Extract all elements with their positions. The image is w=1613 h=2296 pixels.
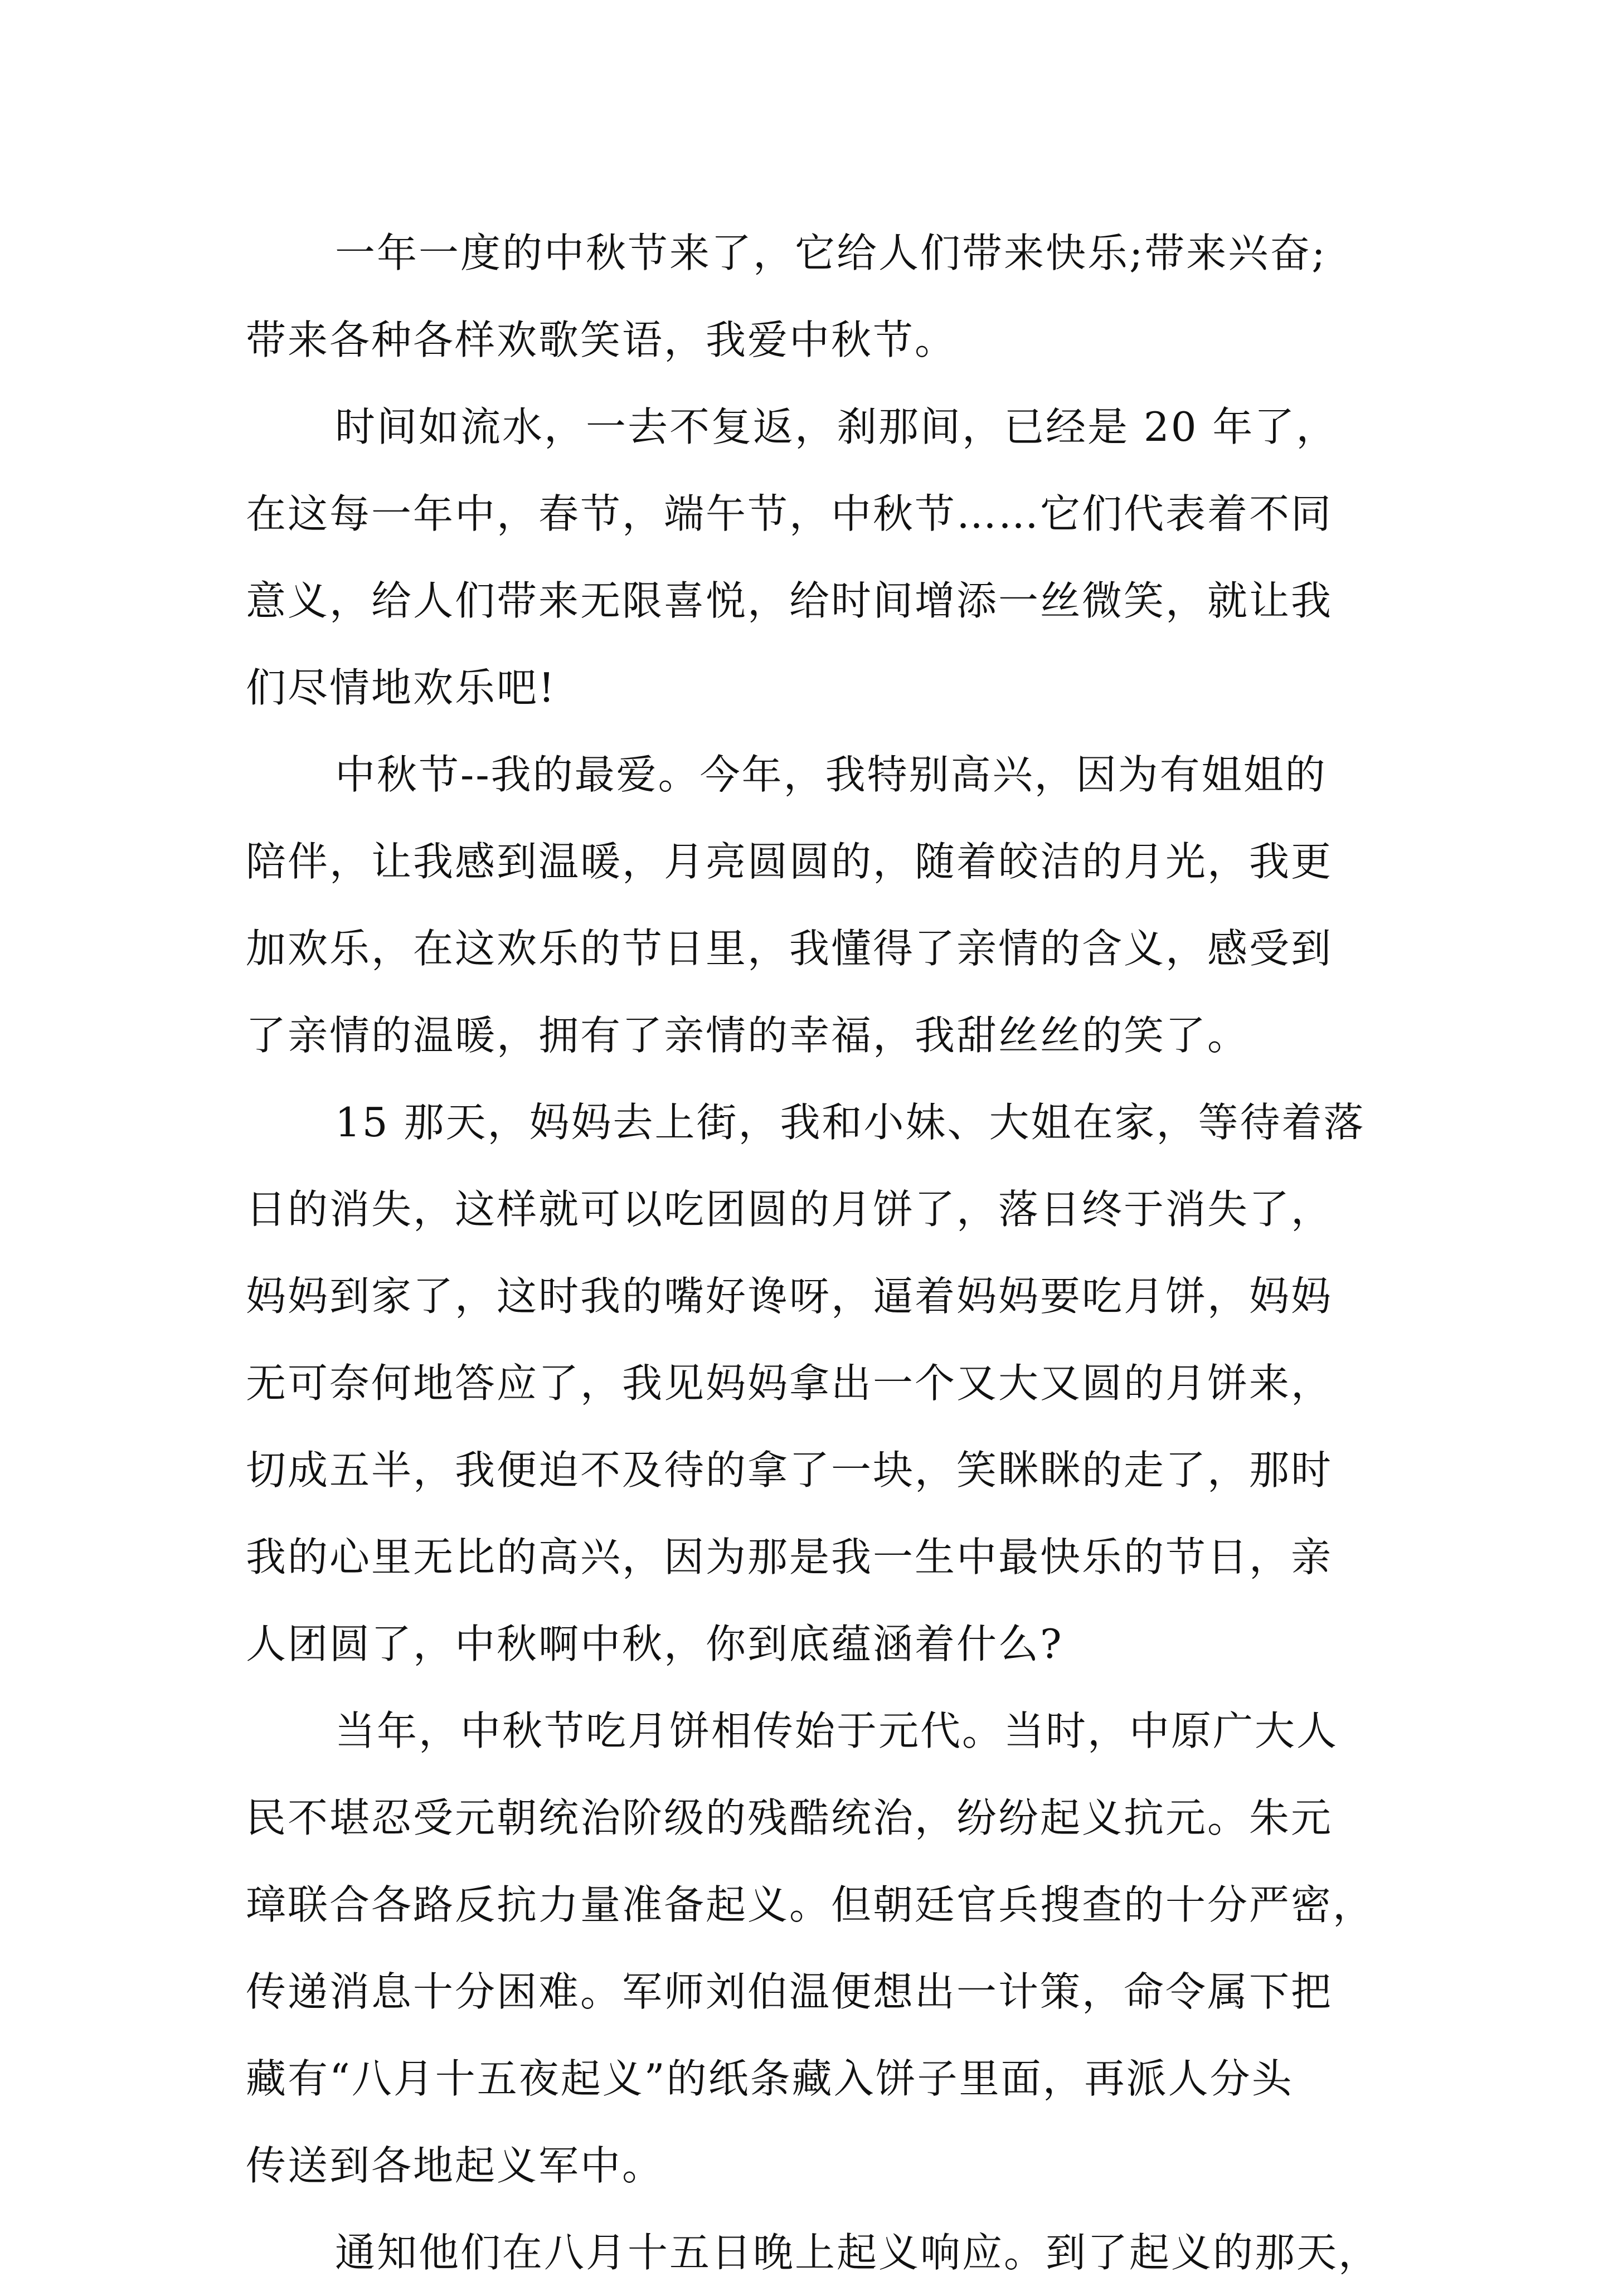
paragraph bbox=[246, 210, 1377, 383]
text-line: 民不堪忍受元朝统治阶级的残酷统治，纷纷起义抗元。朱元 bbox=[246, 1794, 1333, 1841]
text-line: 们尽情地欢乐吧! bbox=[246, 664, 556, 711]
document-body bbox=[246, 210, 1381, 2296]
text-line: 通知他们在八月十五日晚上起义响应。到了起义的那天， bbox=[335, 2229, 1381, 2276]
text-line: 加欢乐，在这欢乐的节日里，我懂得了亲情的含义，感受到 bbox=[246, 925, 1333, 972]
text-line: 带来各种各样欢歌笑语，我爱中秋节。 bbox=[246, 317, 957, 363]
text-line: 人团圆了，中秋啊中秋，你到底蕴涵着什么? bbox=[246, 1621, 1063, 1667]
paragraph bbox=[246, 1079, 1377, 1687]
text-line: 无可奈何地答应了，我见妈妈拿出一个又大又圆的月饼来， bbox=[246, 1360, 1333, 1407]
text-line: 陪伴，让我感到温暖，月亮圆圆的，随着皎洁的月光，我更 bbox=[246, 838, 1333, 885]
text-line: 传递消息十分困难。军师刘伯温便想出一计策，命令属下把 bbox=[246, 1968, 1333, 2015]
text-line: 当年，中秋节吃月饼相传始于元代。当时，中原广大人 bbox=[335, 1708, 1339, 1754]
text-line: 切成五半，我便迫不及待的拿了一块，笑眯眯的走了，那时 bbox=[246, 1447, 1333, 1494]
text-line: 中秋节--我的最爱。今年，我特别高兴，因为有姐姐的 bbox=[335, 751, 1327, 798]
text-line: 了亲情的温暖，拥有了亲情的幸福，我甜丝丝的笑了。 bbox=[246, 1012, 1250, 1059]
text-line: 一年一度的中秋节来了，它给人们带来快乐;带来兴奋; bbox=[335, 230, 1327, 276]
text-line: 璋联合各路反抗力量准备起义。但朝廷官兵搜查的十分严密， bbox=[246, 1881, 1375, 1928]
text-line: 时间如流水，一去不复返，刹那间，已经是 20 年了， bbox=[335, 403, 1338, 450]
text-line: 传送到各地起义军中。 bbox=[246, 2142, 664, 2189]
paragraph bbox=[246, 2209, 1381, 2296]
paragraph bbox=[246, 383, 1377, 731]
text-line: 妈妈到家了，这时我的嘴好谗呀，逼着妈妈要吃月饼，妈妈 bbox=[246, 1273, 1333, 1320]
text-line: 在这每一年中，春节，端午节，中秋节……它们代表着不同 bbox=[246, 490, 1333, 537]
paragraph bbox=[246, 1687, 1377, 2209]
paragraph bbox=[246, 731, 1377, 1079]
text-line: 意义，给人们带来无限喜悦，给时间增添一丝微笑，就让我 bbox=[246, 577, 1333, 624]
text-line: 藏有“八月十五夜起义”的纸条藏入饼子里面，再派人分头 bbox=[246, 2055, 1294, 2102]
text-line: 15 那天，妈妈去上街，我和小妹、大姐在家，等待着落 bbox=[335, 1099, 1366, 1146]
text-line: 日的消失，这样就可以吃团圆的月饼了，落日终于消失了， bbox=[246, 1186, 1333, 1233]
text-line: 我的心里无比的高兴，因为那是我一生中最快乐的节日，亲 bbox=[246, 1534, 1333, 1580]
